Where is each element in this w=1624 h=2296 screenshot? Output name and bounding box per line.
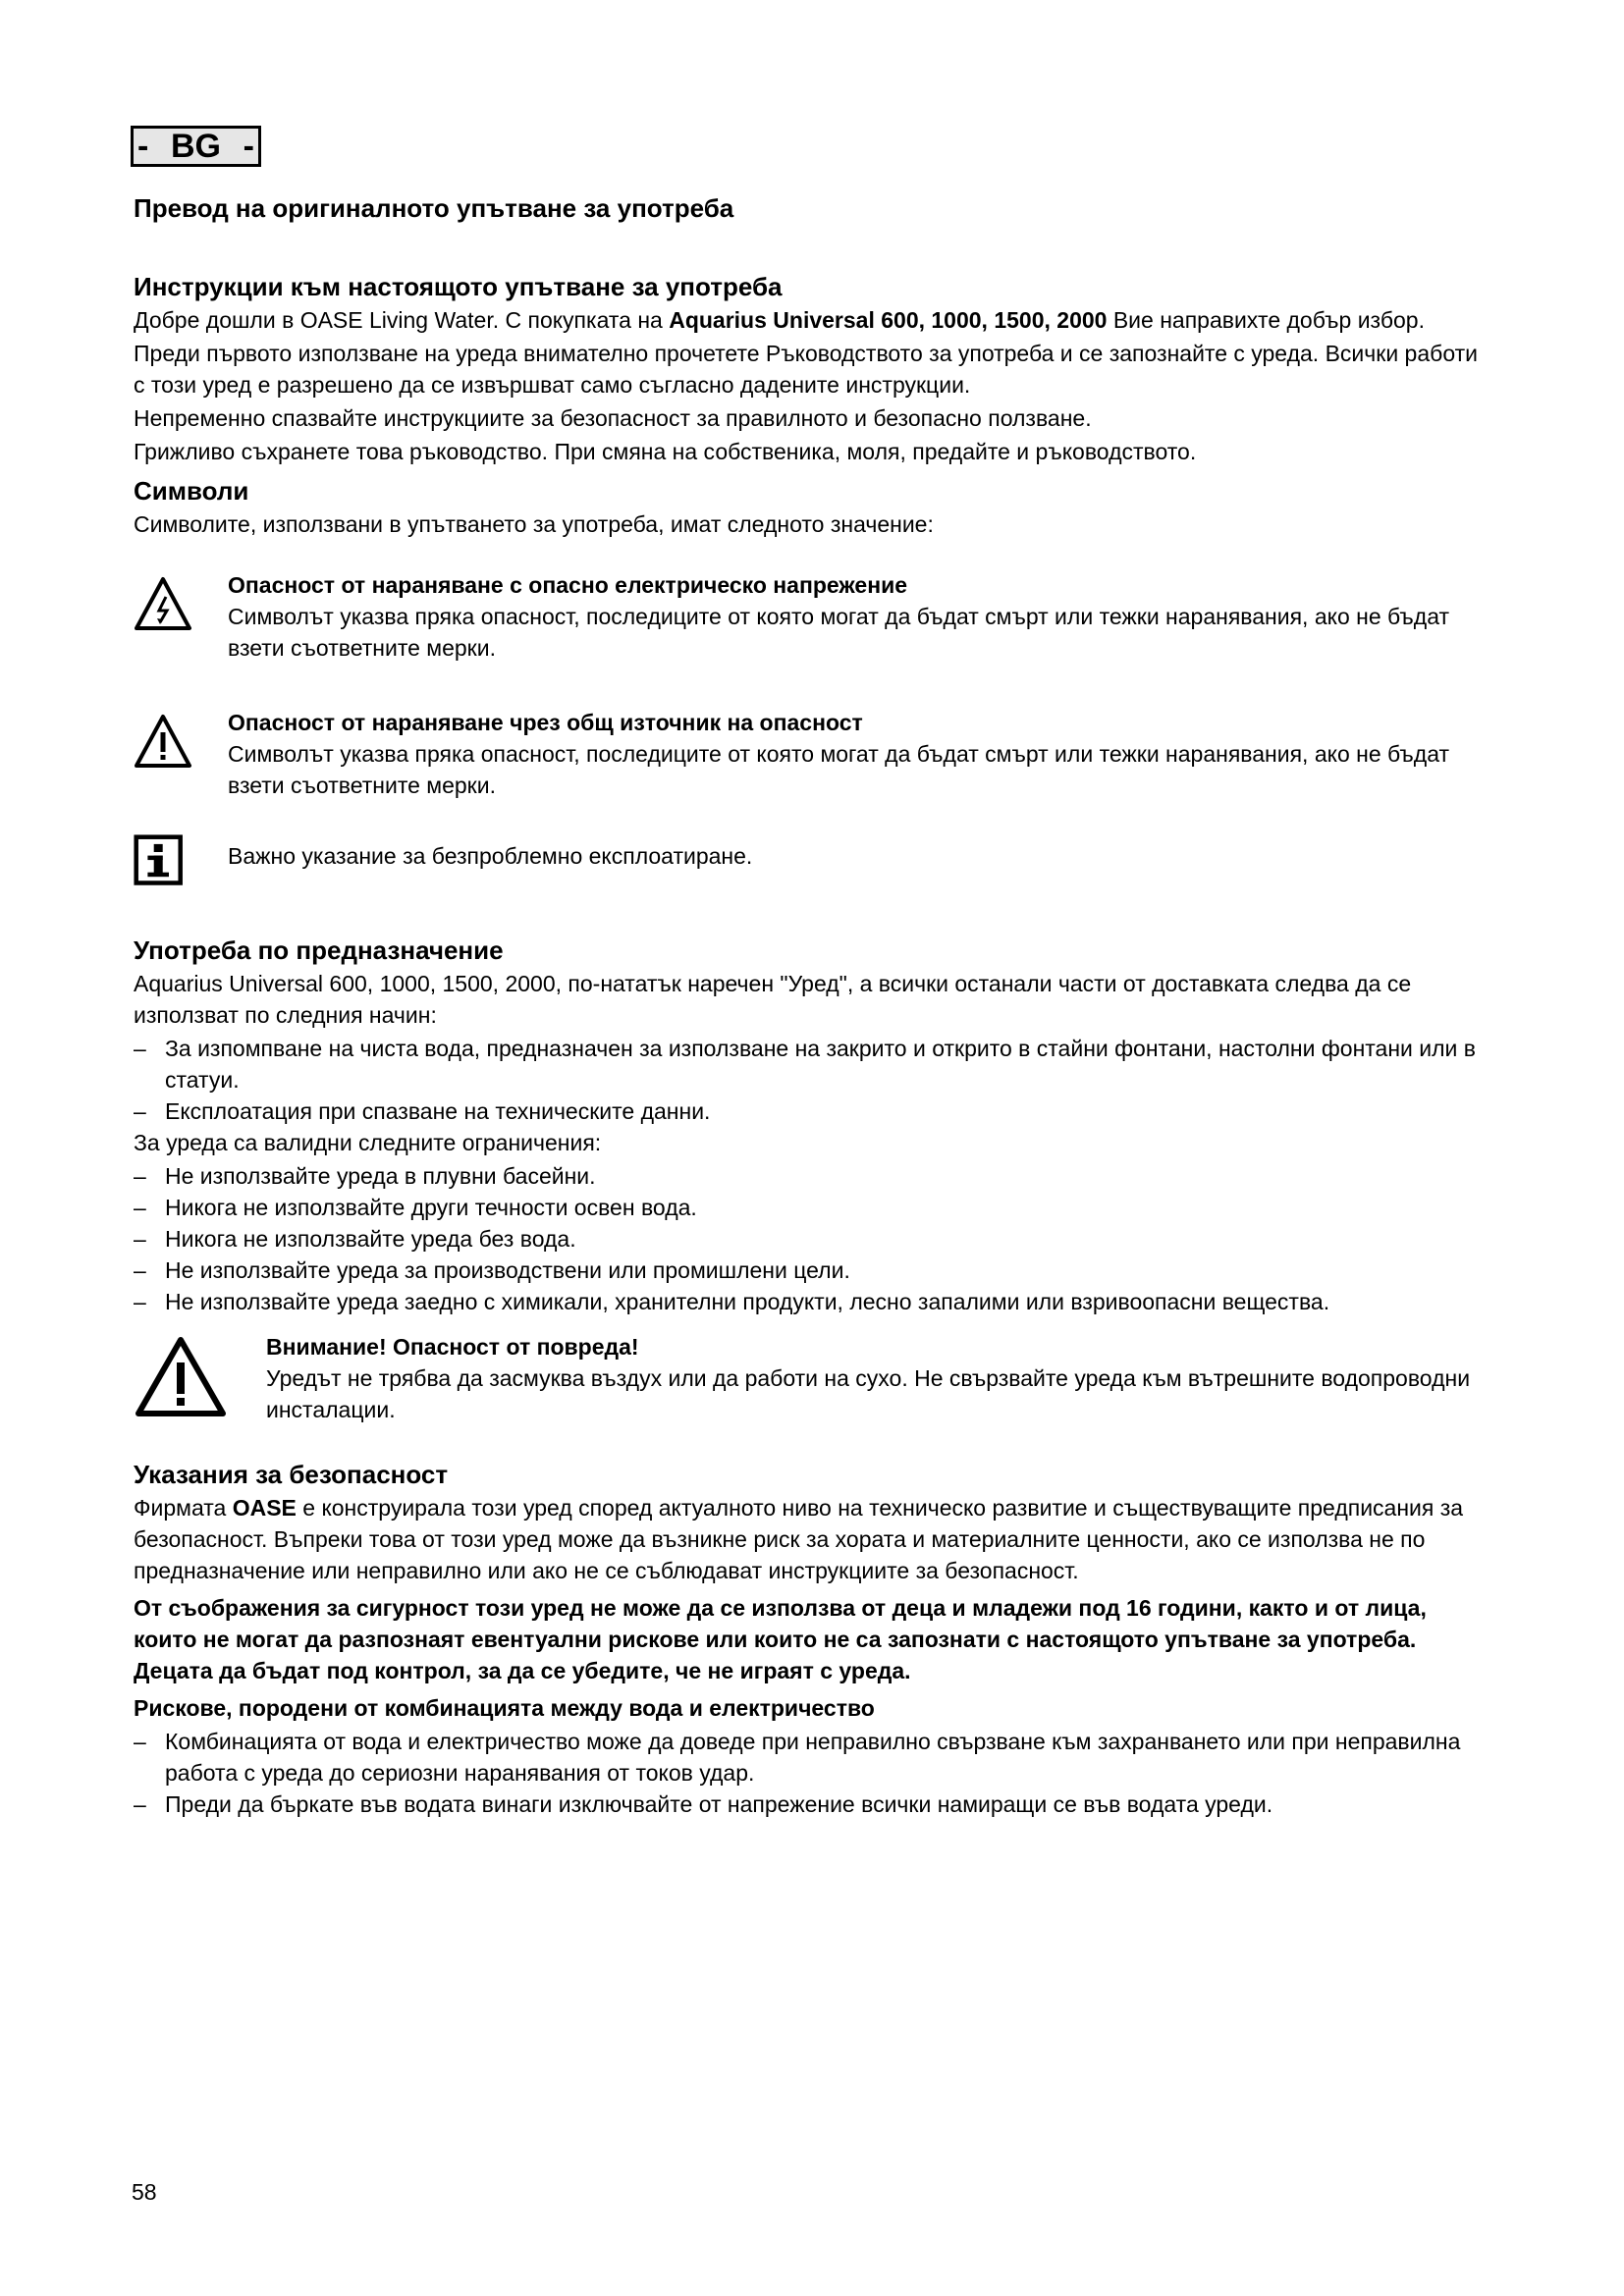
safety-section: [134, 1459, 1489, 1820]
symbol-general-title: Опасност от нараняване чрез общ източник на опасност: [228, 710, 863, 735]
safety-p1-post: е конструирала този уред според актуалното ниво на техническо развитие и съществуващите предписания за безопасност. Въпреки това от този уред може да възникне риск за хората и материалните ценности, ако се използва не по предназначение или неправилно или ако не се съблюдават инструкциите за безопасност.: [134, 1495, 1464, 1583]
list-item: – За изпомпване на чиста вода, предназначен за използване на закрито и открито в стайни фонтани, настолни фонтани или в статуи.: [134, 1033, 1489, 1095]
damage-warning: [134, 1331, 1489, 1429]
list-item: – Експлоатация при спазване на техническите данни.: [134, 1095, 1489, 1127]
safety-p1-pre: Фирмата: [134, 1495, 233, 1521]
instructions-paragraph-2: Преди първото използване на уреда внимателно прочетете Ръководството за употреба и се запознайте с уреда. Всички работи с този уред е разрешено да се извършват само съгласно дадените инструкции.: [134, 341, 1478, 398]
uses-list: [134, 1033, 1489, 1127]
list-item: – Никога не използвайте други течности освен вода.: [134, 1192, 1489, 1223]
p1-pre-text: Добре дошли в OASE Living Water. С покупката на: [134, 307, 670, 333]
restrictions-list: [134, 1160, 1489, 1317]
safety-paragraph-1: [134, 1492, 1489, 1586]
list-item: – Не използвайте уреда заедно с химикали, хранителни продукти, лесно запалими или взривоопасни вещества.: [134, 1286, 1489, 1317]
symbol-info-text: Важно указание за безпроблемно експлоатиране.: [228, 843, 753, 869]
product-name: Aquarius Universal 600, 1000, 1500, 2000: [669, 307, 1108, 333]
list-item: – Комбинацията от вода и електричество може да доведе при неправилно свързване към захранването или при неправилна работа с уреда до сериозни наранявания от токов удар.: [134, 1726, 1489, 1789]
page-title: Превод на оригиналното упътване за употреба: [134, 193, 734, 223]
symbol-electric-row: [134, 569, 1489, 664]
symbol-general-text: Символът указва пряка опасност, последиците от която могат да бъдат смърт или тежки наранявания, ако не бъдат взети съответните мерки.: [228, 741, 1450, 798]
symbol-electric-text: Символът указва пряка опасност, последиците от която могат да бъдат смърт или тежки наранявания, ако не бъдат взети съответните мерки.: [228, 604, 1450, 661]
symbols-section: [134, 475, 1489, 899]
damage-warning-title: Внимание! Опасност от повреда!: [266, 1334, 639, 1360]
list-item: – Никога не използвайте уреда без вода.: [134, 1223, 1489, 1255]
safety-heading: Указания за безопасност: [134, 1460, 449, 1489]
restrictions-intro: За уреда са валидни следните ограничения:: [134, 1130, 602, 1155]
lang-dash-right: -: [243, 128, 254, 165]
language-tab: [131, 126, 261, 167]
symbols-heading: Символи: [134, 476, 249, 506]
warning-icon: [134, 1335, 228, 1419]
page-number: 58: [132, 2179, 157, 2205]
instructions-paragraph-4: Грижливо съхранете това ръководство. При смяна на собственика, моля, предайте и ръководството.: [134, 439, 1197, 464]
info-icon: [134, 832, 187, 889]
list-item: – Преди да бъркате във водата винаги изключвайте от напрежение всички намиращи се във водата уреди.: [134, 1789, 1489, 1820]
damage-warning-text: Уредът не трябва да засмуква въздух или да работи на сухо. Не свързвайте уреда към вътрешните водопроводни инсталации.: [266, 1365, 1471, 1422]
main-content: [134, 192, 1489, 1820]
risks-list: [134, 1726, 1489, 1820]
instructions-paragraph-1: [134, 304, 1489, 336]
instructions-heading: Инструкции към настоящото упътване за употреба: [134, 272, 783, 301]
electric-hazard-icon: [134, 575, 192, 634]
intended-use-section: [134, 934, 1489, 1429]
list-item: – Не използвайте уреда за производствени или промишлени цели.: [134, 1255, 1489, 1286]
lang-dash-left: -: [137, 128, 149, 165]
p1-post-text: Вие направихте добър избор.: [1107, 307, 1425, 333]
symbol-electric-title: Опасност от нараняване с опасно електрическо напрежение: [228, 572, 908, 598]
symbol-general-row: [134, 707, 1489, 801]
general-hazard-icon: [134, 713, 192, 772]
symbols-intro: Символите, използвани в упътването за употреба, имат следното значение:: [134, 511, 934, 537]
instructions-section: [134, 271, 1489, 467]
symbol-info-row: [134, 840, 1489, 899]
lang-code: BG: [171, 128, 221, 165]
brand-name: OASE: [232, 1495, 297, 1521]
intended-use-intro: Aquarius Universal 600, 1000, 1500, 2000, по-нататък наречен "Уред", а всички останали части от доставката следва да се използват по следния начин:: [134, 971, 1412, 1028]
intended-use-heading: Употреба по предназначение: [134, 935, 504, 965]
risks-heading: Рискове, породени от комбинацията между вода и електричество: [134, 1695, 875, 1721]
safety-children-warning: От съображения за сигурност този уред не може да се използва от деца и младежи под 16 години, както и от лица, които не могат да разпознаят евентуални рискове или които не са запознати с настоящото упътване за употреба. Децата да бъдат под контрол, за да се убедите, че не играят с уреда.: [134, 1595, 1427, 1683]
instructions-paragraph-3: Непременно спазвайте инструкциите за безопасност за правилното и безопасно ползване.: [134, 405, 1092, 431]
list-item: – Не използвайте уреда в плувни басейни.: [134, 1160, 1489, 1192]
